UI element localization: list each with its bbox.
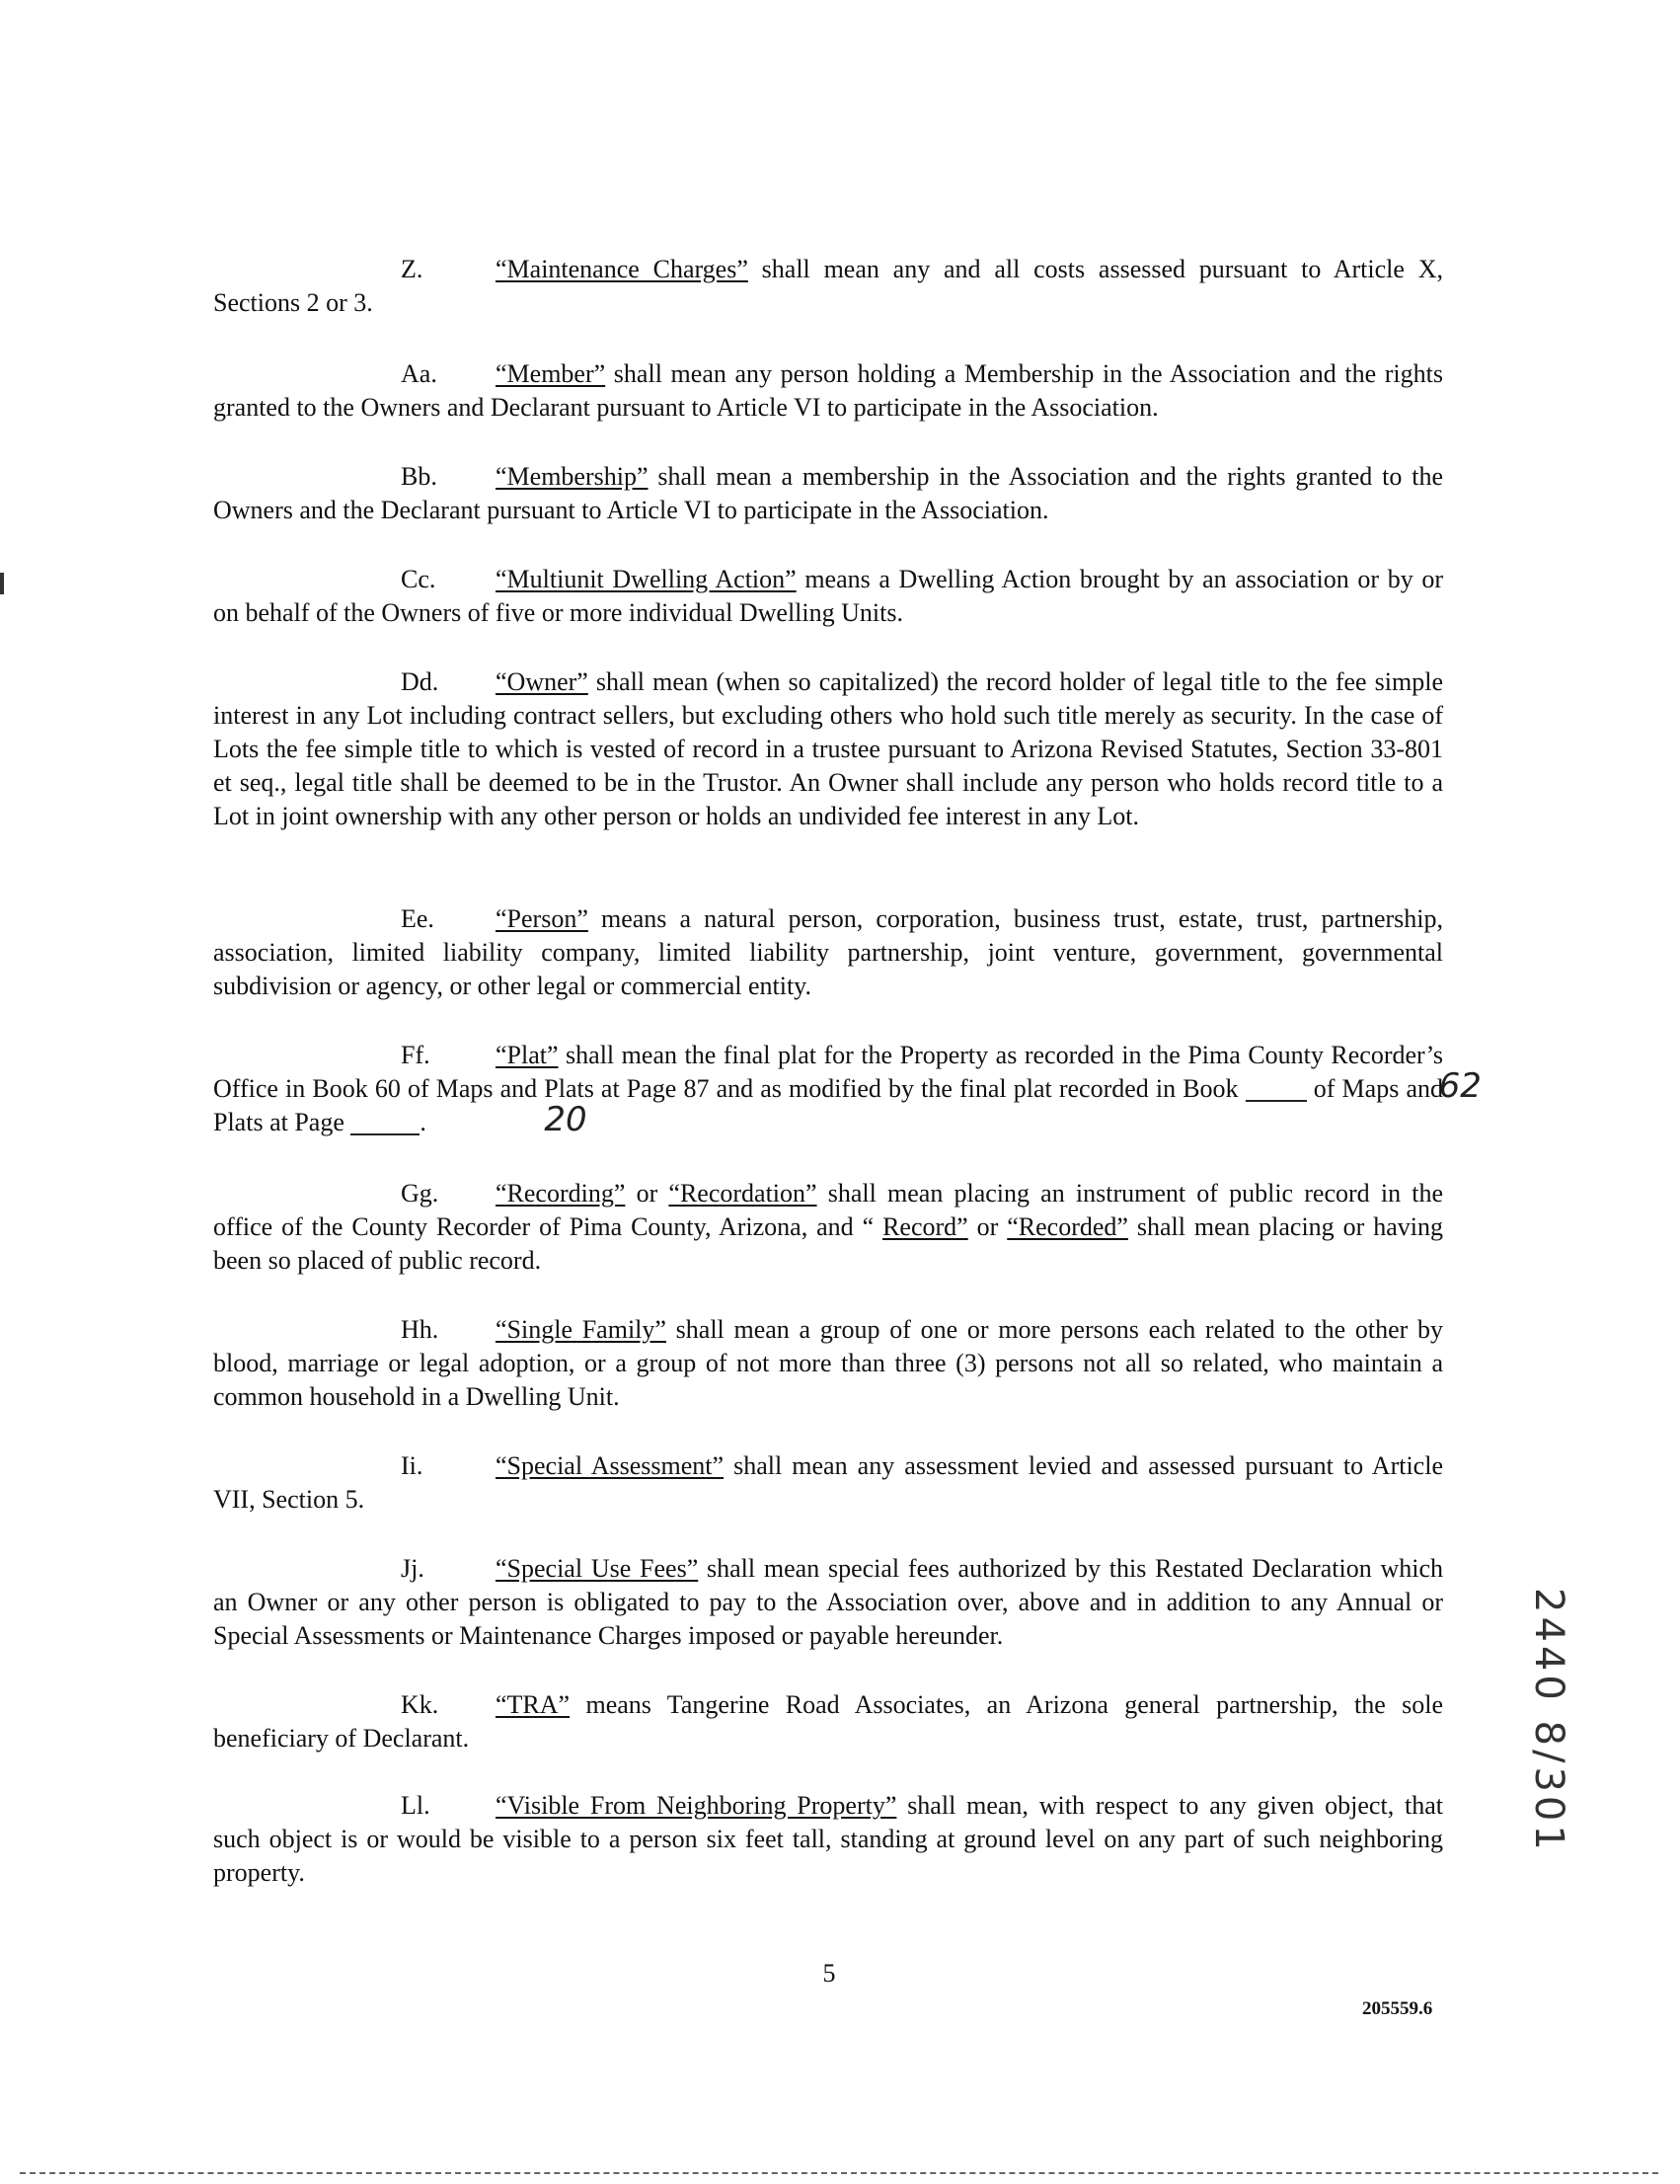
definition-term: “Special Use Fees” [496,1554,699,1583]
definition-term: “Recordation” [668,1179,817,1208]
definition-letter: Bb. [401,462,437,491]
definition-cc [213,563,1443,630]
definition-term: “Recorded” [1007,1212,1128,1241]
definition-letter: Z. [401,255,423,283]
definition-text: shall mean (when so capitalized) the record holder of legal title to the fee simple interest in any Lot including contract sellers, but excluding others who hold such title merely as security. In the case of Lots the fee simple title to which is vested of record in a trustee pursuant to Arizona Revised Statutes, Section 33-801 et seq., legal title shall be deemed to be in the Trustor. An Owner shall include any person who holds record title to a Lot in joint ownership with any other person or holds an undivided fee interest in any Lot. [213,667,1443,830]
definition-jj [213,1552,1443,1653]
definition-term: “Maintenance Charges” [496,255,748,283]
definition-z [213,253,1443,320]
definition-text: shall mean a group of one or more persons each related to the other by blood, marriage or legal adoption, or a group of not more than three (3) persons not all so related, who maintain a common household in a Dwelling Unit. [213,1315,1443,1411]
definition-text: means a Dwelling Action brought by an association or by or on behalf of the Owners of five or more individual Dwelling Units. [213,565,1443,627]
definition-text: means a natural person, corporation, business trust, estate, trust, partnership, association, limited liability company, limited liability partnership, joint venture, government, governmental subdivision or agency, or other legal or commercial entity. [213,904,1443,1000]
definition-text: . [420,1108,426,1136]
definition-term: “Plat” [496,1041,559,1069]
definition-text: means Tangerine Road Associates, an Arizona general partnership, the sole beneficiary of Declarant. [213,1690,1443,1753]
definition-text: of Maps and Plats at Page [213,1074,1443,1136]
definition-term: “Owner” [496,667,588,696]
definition-kk [213,1688,1443,1755]
scan-mark [0,573,4,594]
definition-term: “Member” [496,359,606,388]
definition-letter: Gg. [401,1179,439,1208]
page-number: 5 [822,1959,836,1988]
definition-term: Record” [882,1212,968,1241]
definition-term: “Recording” [496,1179,626,1208]
definition-dd [213,665,1443,833]
definition-term: “Visible From Neighboring Property” [496,1791,897,1820]
definition-text: shall mean a membership in the Association and the rights granted to the Owners and the Declarant pursuant to Article VI to participate in the Association. [213,462,1443,524]
definition-ii [213,1449,1443,1517]
definition-aa [213,357,1443,425]
definition-term: “Special Assessment” [496,1451,725,1480]
definition-text: shall mean any person holding a Membership in the Association and the rights granted to the Owners and Declarant pursuant to Article VI to participate in the Association. [213,359,1443,422]
definition-term: “TRA” [496,1690,571,1719]
definition-text: shall mean special fees authorized by this Restated Declaration which an Owner or any other person is obligated to pay to the Association over, above and in addition to any Annual or Special Assessments or Maintenance Charges imposed or payable hereunder. [213,1554,1444,1650]
definition-text: shall mean any assessment levied and assessed pursuant to Article VII, Section 5. [213,1451,1443,1514]
definition-letter: Ff. [401,1041,430,1069]
definition-term: “Multiunit Dwelling Action” [496,565,797,593]
document-id: 205559.6 [1362,1998,1433,2019]
definition-text: shall mean placing an instrument of public record in the office of the County Recorder of Pima County, Arizona, and “ [213,1179,1443,1241]
recording-stamp: 2440 8/301 [1526,1588,1571,1854]
handwritten-page-number: 20 [350,1106,420,1135]
definition-letter: Jj. [401,1554,424,1583]
definition-ll [213,1789,1443,1890]
definition-text: or [967,1212,1008,1241]
definition-letter: Kk. [401,1690,439,1719]
bottom-divider [20,2172,1658,2174]
definition-ee [213,902,1443,1003]
definition-gg [213,1177,1443,1278]
definition-ff [213,1039,1482,1139]
definition-text: shall mean placing or having been so placed of public record. [213,1212,1443,1275]
definition-text: shall mean, with respect to any given object, that such object is or would be visible to a person six feet tall, standing at ground level on any part of such neighboring property. [213,1791,1443,1887]
definition-bb [213,460,1443,527]
definition-term: “Single Family” [496,1315,666,1344]
definition-term: “Person” [496,904,588,933]
definition-letter: Dd. [401,667,439,696]
definition-text: shall mean any and all costs assessed pursuant to Article X, Sections 2 or 3. [213,255,1443,317]
definition-letter: Hh. [401,1315,439,1344]
definition-letter: Cc. [401,565,436,593]
definition-letter: Ii. [401,1451,423,1480]
definition-text: shall mean the final plat for the Property as recorded in the Pima County Recorder’s Office in Book 60 of Maps and Plats at Page 87 and as modified by the final plat recorded in Book [213,1041,1443,1103]
handwritten-book-number: 62 [1246,1072,1307,1102]
definition-letter: Aa. [401,359,437,388]
definition-text: or [625,1179,669,1208]
definition-term: “Membership” [496,462,649,491]
definition-letter: Ee. [401,904,434,933]
definition-hh [213,1313,1443,1414]
definition-letter: Ll. [401,1791,430,1820]
